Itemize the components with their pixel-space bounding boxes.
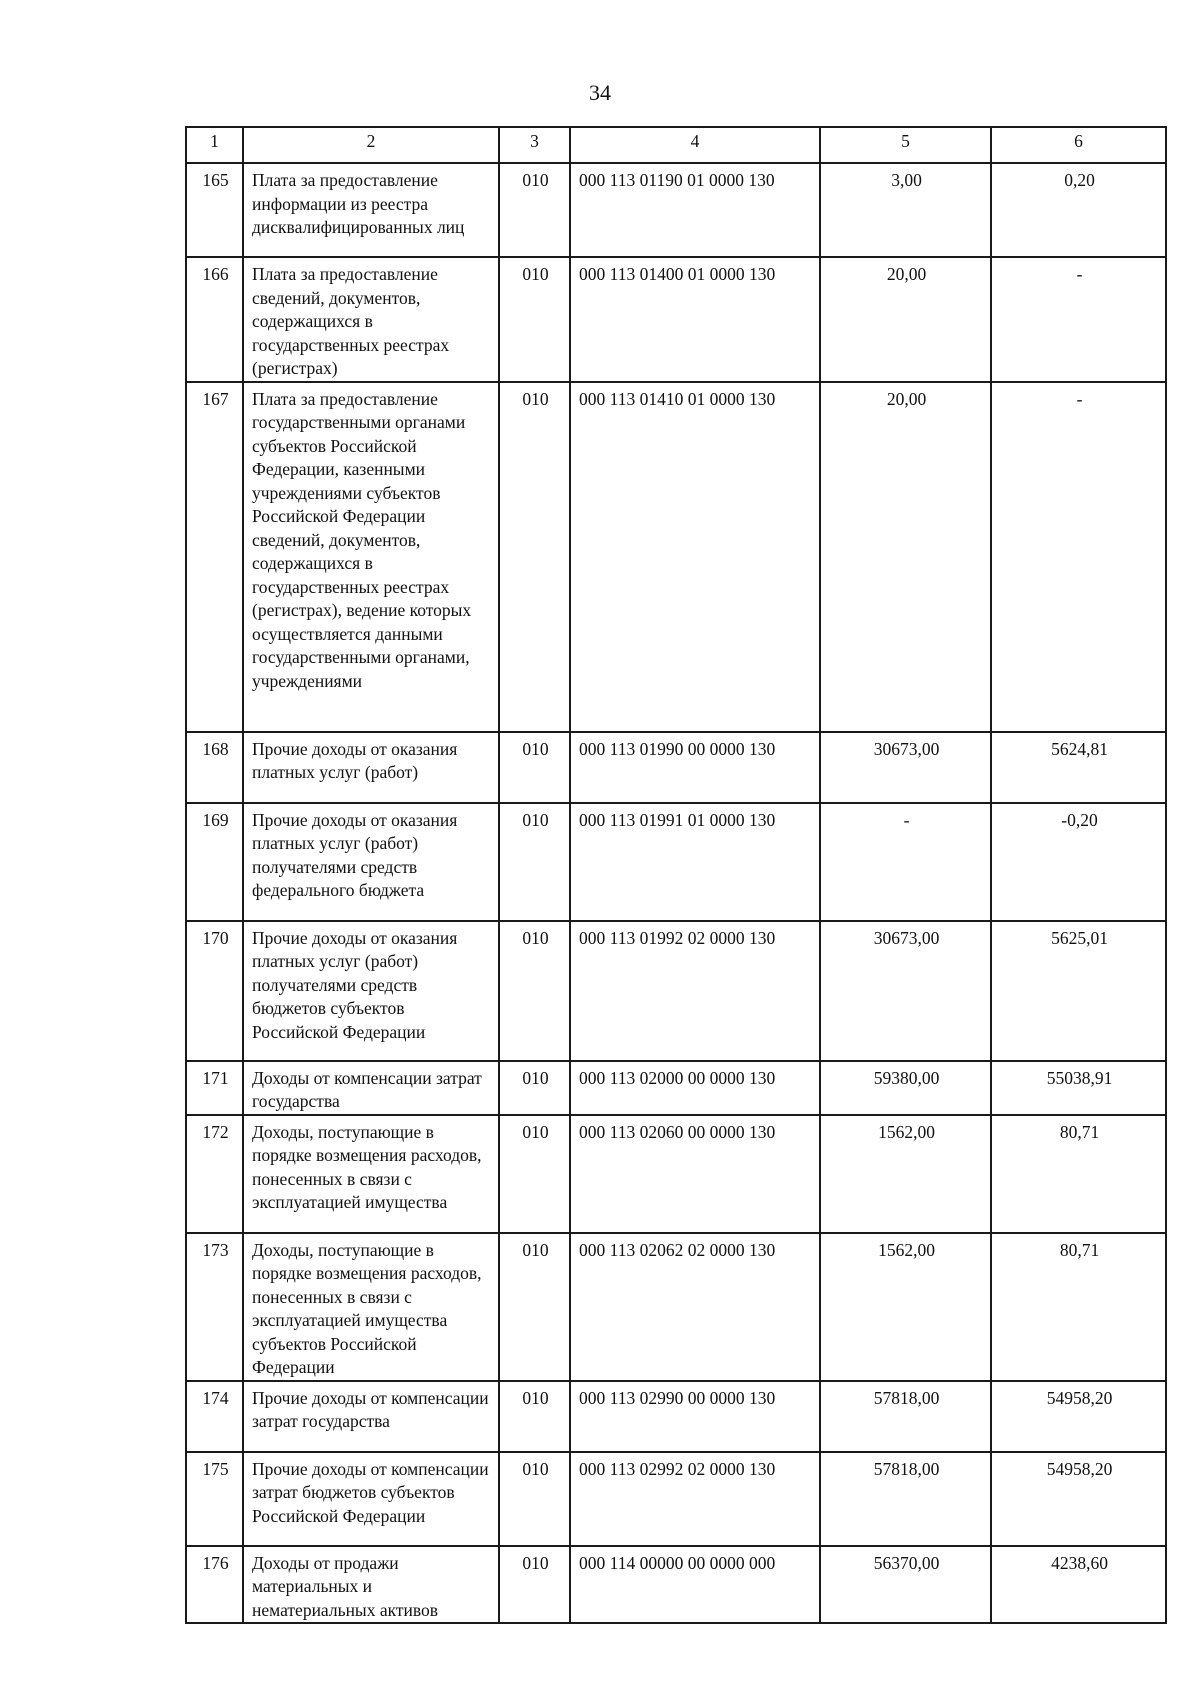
planned-amount: 30673,00 bbox=[820, 732, 991, 803]
actual-amount: 5625,01 bbox=[991, 921, 1166, 1061]
actual-amount: 80,71 bbox=[991, 1233, 1166, 1381]
item-name: Прочие доходы от оказания платных услуг (работ) получателями средств федерального бюджета bbox=[243, 803, 499, 921]
planned-amount: 59380,00 bbox=[820, 1061, 991, 1115]
row-number: 171 bbox=[186, 1061, 243, 1115]
planned-amount: 57818,00 bbox=[820, 1381, 991, 1452]
table-row bbox=[186, 1452, 1166, 1546]
item-name: Плата за предоставление информации из реестра дисквалифицированных лиц bbox=[243, 163, 499, 257]
budget-code: 000 113 01400 01 0000 130 bbox=[570, 257, 820, 382]
actual-amount: 5624,81 bbox=[991, 732, 1166, 803]
row-number: 176 bbox=[186, 1546, 243, 1624]
budget-code: 000 113 02990 00 0000 130 bbox=[570, 1381, 820, 1452]
row-number: 169 bbox=[186, 803, 243, 921]
actual-amount: 54958,20 bbox=[991, 1381, 1166, 1452]
column-header-6: 6 bbox=[991, 127, 1166, 163]
budget-code: 000 113 01990 00 0000 130 bbox=[570, 732, 820, 803]
item-name: Доходы, поступающие в порядке возмещения расходов, понесенных в связи с эксплуатацией имущества субъектов Российской Федерации bbox=[243, 1233, 499, 1381]
planned-amount: 20,00 bbox=[820, 382, 991, 732]
item-name: Доходы от компенсации затрат государства bbox=[243, 1061, 499, 1115]
admin-code: 010 bbox=[499, 382, 570, 732]
actual-amount: 80,71 bbox=[991, 1115, 1166, 1233]
table-row bbox=[186, 921, 1166, 1061]
row-number: 170 bbox=[186, 921, 243, 1061]
budget-code: 000 113 01190 01 0000 130 bbox=[570, 163, 820, 257]
actual-amount: 4238,60 bbox=[991, 1546, 1166, 1624]
table-row bbox=[186, 1381, 1166, 1452]
column-header-4: 4 bbox=[570, 127, 820, 163]
actual-amount: 0,20 bbox=[991, 163, 1166, 257]
actual-amount: - bbox=[991, 382, 1166, 732]
table-row bbox=[186, 803, 1166, 921]
admin-code: 010 bbox=[499, 1233, 570, 1381]
row-number: 175 bbox=[186, 1452, 243, 1546]
item-name: Доходы от продажи материальных и нематериальных активов bbox=[243, 1546, 499, 1624]
budget-code: 000 113 01991 01 0000 130 bbox=[570, 803, 820, 921]
table-row bbox=[186, 1233, 1166, 1381]
admin-code: 010 bbox=[499, 1115, 570, 1233]
planned-amount: - bbox=[820, 803, 991, 921]
item-name: Прочие доходы от компенсации затрат бюджетов субъектов Российской Федерации bbox=[243, 1452, 499, 1546]
item-name: Прочие доходы от оказания платных услуг (работ) bbox=[243, 732, 499, 803]
row-number: 172 bbox=[186, 1115, 243, 1233]
item-name: Прочие доходы от оказания платных услуг (работ) получателями средств бюджетов субъектов Российской Федерации bbox=[243, 921, 499, 1061]
actual-amount: 55038,91 bbox=[991, 1061, 1166, 1115]
actual-amount: 54958,20 bbox=[991, 1452, 1166, 1546]
planned-amount: 20,00 bbox=[820, 257, 991, 382]
actual-amount: -0,20 bbox=[991, 803, 1166, 921]
budget-table bbox=[185, 126, 1167, 1624]
planned-amount: 56370,00 bbox=[820, 1546, 991, 1624]
table-row bbox=[186, 732, 1166, 803]
column-header-5: 5 bbox=[820, 127, 991, 163]
table-header-row bbox=[186, 127, 1166, 163]
budget-code: 000 113 02992 02 0000 130 bbox=[570, 1452, 820, 1546]
table-row bbox=[186, 1061, 1166, 1115]
planned-amount: 57818,00 bbox=[820, 1452, 991, 1546]
planned-amount: 30673,00 bbox=[820, 921, 991, 1061]
admin-code: 010 bbox=[499, 163, 570, 257]
row-number: 167 bbox=[186, 382, 243, 732]
table-row bbox=[186, 257, 1166, 382]
row-number: 168 bbox=[186, 732, 243, 803]
table-row bbox=[186, 163, 1166, 257]
budget-code: 000 113 01410 01 0000 130 bbox=[570, 382, 820, 732]
budget-code: 000 113 02000 00 0000 130 bbox=[570, 1061, 820, 1115]
item-name: Прочие доходы от компенсации затрат государства bbox=[243, 1381, 499, 1452]
row-number: 165 bbox=[186, 163, 243, 257]
table-row bbox=[186, 382, 1166, 732]
admin-code: 010 bbox=[499, 921, 570, 1061]
row-number: 174 bbox=[186, 1381, 243, 1452]
row-number: 166 bbox=[186, 257, 243, 382]
table-row bbox=[186, 1546, 1166, 1624]
budget-code: 000 113 02062 02 0000 130 bbox=[570, 1233, 820, 1381]
column-header-1: 1 bbox=[186, 127, 243, 163]
budget-code: 000 113 01992 02 0000 130 bbox=[570, 921, 820, 1061]
row-number: 173 bbox=[186, 1233, 243, 1381]
admin-code: 010 bbox=[499, 1546, 570, 1624]
admin-code: 010 bbox=[499, 732, 570, 803]
actual-amount: - bbox=[991, 257, 1166, 382]
admin-code: 010 bbox=[499, 1381, 570, 1452]
admin-code: 010 bbox=[499, 1061, 570, 1115]
budget-code: 000 113 02060 00 0000 130 bbox=[570, 1115, 820, 1233]
page-number: 34 bbox=[589, 80, 611, 105]
item-name: Доходы, поступающие в порядке возмещения расходов, понесенных в связи с эксплуатацией имущества bbox=[243, 1115, 499, 1233]
admin-code: 010 bbox=[499, 257, 570, 382]
planned-amount: 1562,00 bbox=[820, 1115, 991, 1233]
item-name: Плата за предоставление сведений, документов, содержащихся в государственных реестрах (регистрах) bbox=[243, 257, 499, 382]
planned-amount: 1562,00 bbox=[820, 1233, 991, 1381]
admin-code: 010 bbox=[499, 1452, 570, 1546]
planned-amount: 3,00 bbox=[820, 163, 991, 257]
item-name: Плата за предоставление государственными органами субъектов Российской Федерации, казенными учреждениями субъектов Российской Федерации сведений, документов, содержащихся в государственных реестрах (регистрах), ведение которых осуществляется данными государственными органами, учреждениями bbox=[243, 382, 499, 732]
column-header-3: 3 bbox=[499, 127, 570, 163]
admin-code: 010 bbox=[499, 803, 570, 921]
column-header-2: 2 bbox=[243, 127, 499, 163]
table-row bbox=[186, 1115, 1166, 1233]
budget-code: 000 114 00000 00 0000 000 bbox=[570, 1546, 820, 1624]
